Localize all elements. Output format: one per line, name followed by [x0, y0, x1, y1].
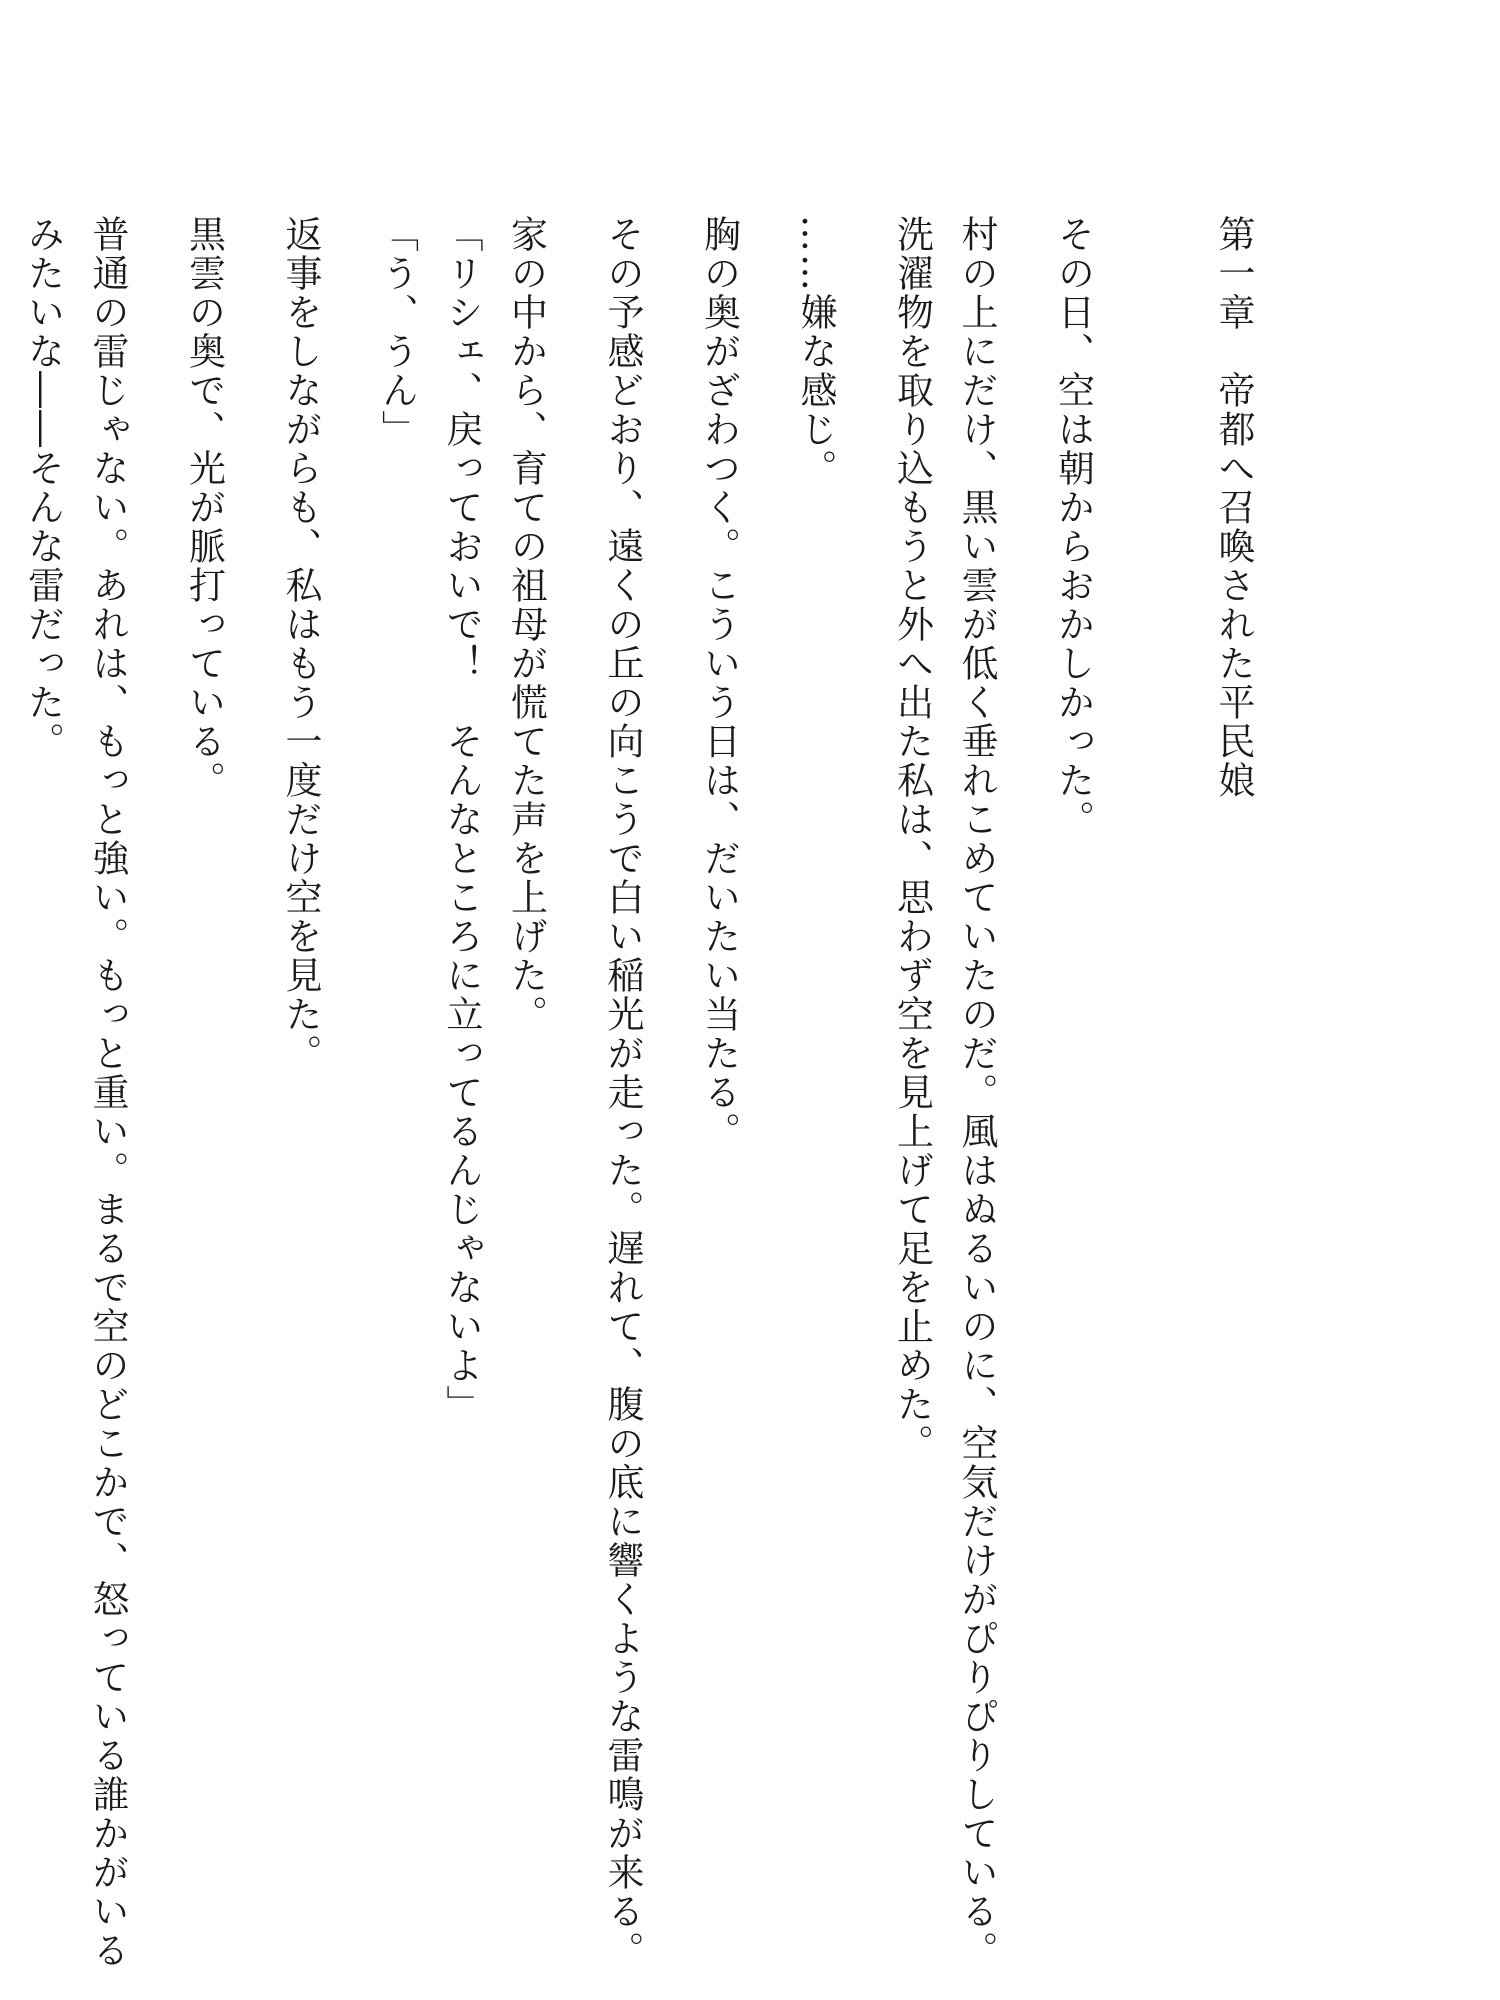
body-line-7: 家の中から、育ての祖母が慌てた声を上げた。 [504, 215, 548, 1034]
body-line-3: 洗濯物を取り込もうと外へ出た私は、思わず空を見上げて足を止めた。 [890, 215, 934, 1463]
chapter-title: 第一章 帝都へ召喚された平民娘 [1212, 215, 1255, 800]
body-line-4: ……嫌な感じ。 [794, 215, 837, 488]
dialogue-line-1: 「リシェ、戻っておいで！ そんなところに立ってるんじゃないよ」 [440, 215, 483, 1424]
body-line-11: みたいな――そんな雷だった。 [21, 215, 65, 761]
body-line-5: 胸の奥がざわつく。こういう日は、だいたい当たる。 [697, 215, 741, 1151]
body-line-10: 普通の雷じゃない。あれは、もっと強い。もっと重い。まるで空のどこかで、怒っている誰かがいる [86, 215, 129, 1970]
body-line-6: その予感どおり、遠くの丘の向こうで白い稲光が走った。遅れて、腹の底に響くような雷鳴が来る。 [601, 215, 644, 1970]
vertical-text-block [10, 215, 1265, 1970]
body-line-1: その日、空は朝からおかしかった。 [1051, 215, 1095, 839]
body-line-9: 黒雲の奥で、光が脈打っている。 [182, 215, 226, 800]
body-line-8: 返事をしながらも、私はもう一度だけ空を見た。 [279, 215, 322, 1073]
dialogue-line-2: 「う、うん」 [375, 215, 419, 449]
body-line-2: 村の上にだけ、黒い雲が低く垂れこめていたのだ。風はぬるいのに、空気だけがぴりぴりしている。 [955, 215, 998, 1970]
